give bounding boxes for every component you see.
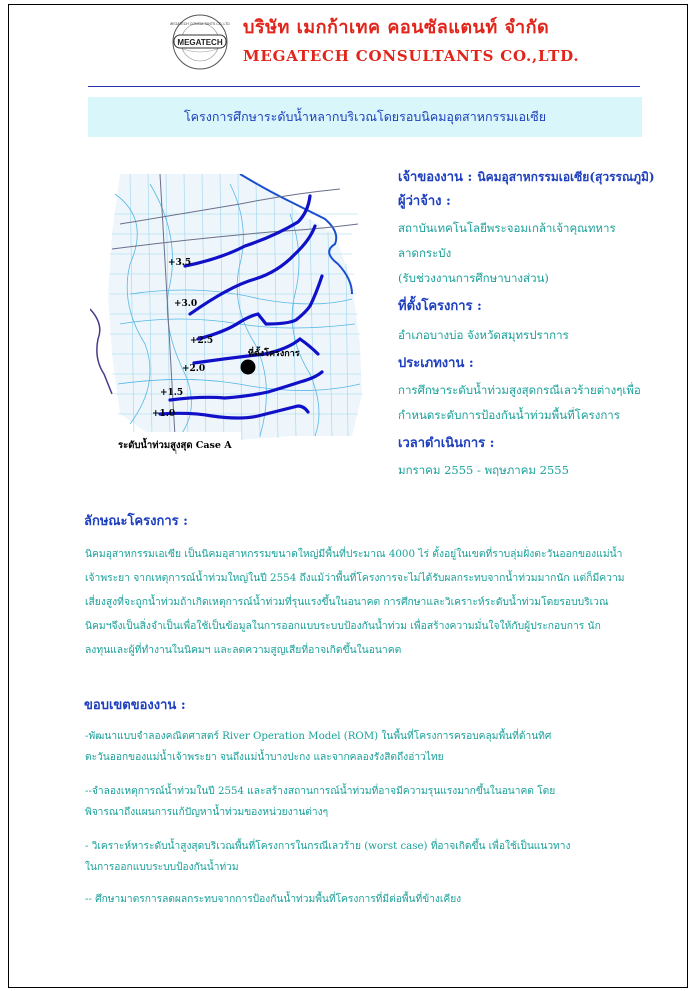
location-value: อำเภอบางบ่อ จังหวัดสมุทรปราการ xyxy=(398,328,569,342)
contour-label: +2.5 xyxy=(190,336,214,346)
scope-item-line: ในการออกแบบระบบป้องกันน้ำท่วม xyxy=(85,862,239,873)
owner-label: เจ้าของงาน : xyxy=(398,170,473,185)
work-type-line: การศึกษาระดับน้ำท่วมสูงสุดกรณีเลวร้ายต่างๆเพื่อ xyxy=(398,383,641,397)
company-name-thai: บริษัท เมกก้าเทค คอนซัลแตนท์ จำกัด xyxy=(243,17,550,38)
employer-line: (รับช่วงงานการศึกษาบางส่วน) xyxy=(398,271,549,285)
flood-level-map xyxy=(90,174,370,466)
period-value: มกราคม 2555 - พฤษภาคม 2555 xyxy=(398,463,569,477)
map-graphic xyxy=(90,174,370,466)
header-divider xyxy=(88,86,640,87)
contour-label: +2.0 xyxy=(182,364,206,374)
company-name-english: MEGATECH CONSULTANTS CO.,LTD. xyxy=(243,47,580,65)
owner-value: นิคมอุสาหกรรมเอเซีย(สุวรรณภูมิ) xyxy=(477,170,655,184)
project-site-label: ที่ตั้งโครงการ xyxy=(248,349,300,359)
characteristics-line: เจ้าพระยา จากเหตุการณ์น้ำท่วมใหญ่ในปี 2554 ถึงแม้ว่าพื้นที่โครงการจะไม่ได้รับผลกระทบจากน้ำท่วมมากนัก แต่ก็มีความ xyxy=(85,572,625,584)
location-label: ที่ตั้งโครงการ : xyxy=(398,299,482,314)
employer-label: ผู้ว่าจ้าง : xyxy=(398,194,451,209)
contour-label: +1.0 xyxy=(152,409,176,419)
scope-heading: ขอบเขตของงาน : xyxy=(84,698,186,713)
project-info xyxy=(398,166,668,479)
scope-item-line: -- ศึกษามาตรการลดผลกระทบจากการป้องกันน้ำท่วมพื้นที่โครงการที่มีต่อพื้นที่ข้างเคียง xyxy=(85,894,462,905)
characteristics-heading: ลักษณะโครงการ : xyxy=(84,514,188,529)
contour-label: +1.5 xyxy=(160,388,184,398)
owner-row xyxy=(398,166,668,188)
employer-line: ลาดกระบัง xyxy=(398,246,452,260)
period-label: เวลาดำเนินการ : xyxy=(398,436,495,451)
characteristics-line: นิคมอุสาหกรรมเอเซีย เป็นนิคมอุสาหกรรมขนาดใหญ่มีพื้นที่ประมาณ 4000 ไร่ ตั้งอยู่ในเขตที่ราบลุ่มฝั่งตะวันออกของแม่น้ำ xyxy=(85,548,623,560)
contour-label: +3.0 xyxy=(174,299,198,309)
scope-item-line: --จำลองเหตุการณ์น้ำท่วมในปี 2554 และสร้างสถานการณ์น้ำท่วมที่อาจมีความรุนแรงมากขึ้นในอนาคต โดย xyxy=(85,786,556,797)
characteristics-line: เสี่ยงสูงที่จะถูกน้ำท่วมถ้าเกิดเหตุการณ์น้ำท่วมที่รุนแรงขึ้นในอนาคต การศึกษาและวิเคราะห์ระดับน้ำท่วมโดยรอบบริเวณ xyxy=(85,596,609,608)
megatech-logo xyxy=(170,11,230,73)
characteristics-line: ลงทุนและผู้ที่ทำงานในนิคมฯ และลดความสูญเสียที่อาจเกิดขึ้นในอนาคต xyxy=(85,644,402,656)
map-caption: ระดับน้ำท่วมสูงสุด Case A xyxy=(118,440,232,451)
scope-item-line: - วิเคราะห์หาระดับน้ำสูงสุดบริเวณพื้นที่โครงการในกรณีเลวร้าย (worst case) ที่อาจเกิดขึ้น เพื่อใช้เป็นแนวทาง xyxy=(85,841,571,852)
work-type-label: ประเภทงาน : xyxy=(398,356,474,371)
work-type-line: กำหนดระดับการป้องกันน้ำท่วมพื้นที่โครงการ xyxy=(398,408,620,422)
svg-text:MEGATECH: MEGATECH xyxy=(177,38,223,47)
characteristics-line: นิคมฯจึงเป็นสิ่งจำเป็นเพื่อใช้เป็นข้อมูลในการออกแบบระบบป้องกันน้ำท่วม เพื่อสร้างความมั่นใจให้กับผู้ประกอบการ นัก xyxy=(85,620,601,632)
project-title-banner xyxy=(88,97,642,137)
scope-item-line: -พัฒนาแบบจำลองคณิตศาสตร์ River Operation Model (ROM) ในพื้นที่โครงการครอบคลุมพื้นที่ด้านทิศ xyxy=(85,731,552,742)
project-title: โครงการศึกษาระดับน้ำหลากบริเวณโดยรอบนิคมอุตสาหกรรมเอเซีย xyxy=(183,109,547,124)
scope-item-line: ตะวันออกของแม่น้ำเจ้าพระยา จนถึงแม่น้ำบางปะกง และจากคลองรังสิตถึงอ่าวไทย xyxy=(85,752,444,763)
svg-text:MEGATECH CONSULTANTS CO.,LTD.: MEGATECH CONSULTANTS CO.,LTD. xyxy=(170,22,230,26)
scope-item-line: พิจารณาถึงแผนการแก้ปัญหาน้ำท่วมของหน่วยงานต่างๆ xyxy=(85,807,329,818)
employer-line: สถาบันเทคโนโลยีพระจอมเกล้าเจ้าคุณทหาร xyxy=(398,221,616,235)
contour-label: +3.5 xyxy=(168,258,192,268)
